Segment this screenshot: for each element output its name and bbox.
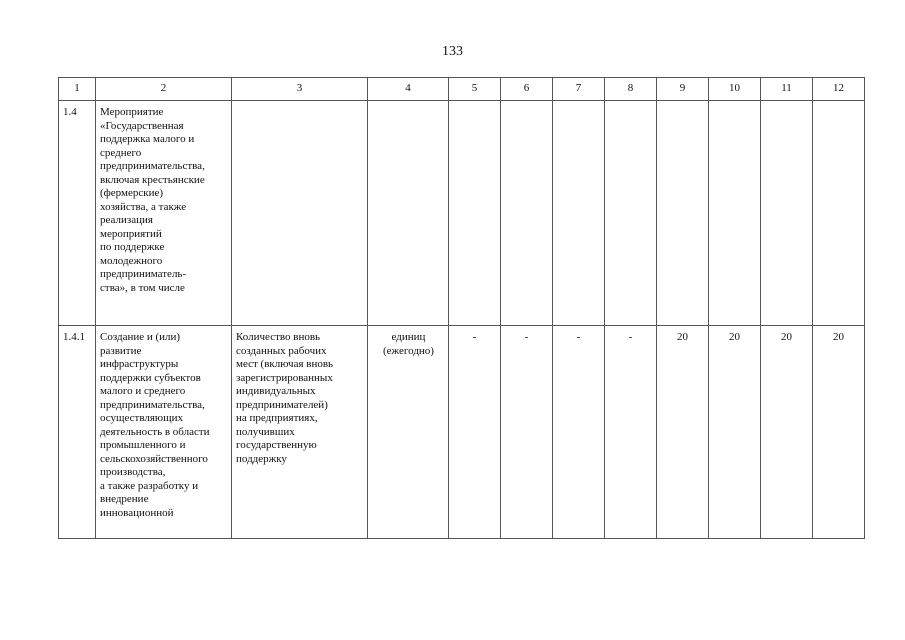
column-header: 5 [449,78,501,101]
row-number: 1.4.1 [63,331,85,343]
unit-cell [368,101,449,326]
measure-name: Создание и (или) развитие инфраструктуры поддержки субъектов малого и среднего предпринимательства, осуществляющих деятельность в области промышленного и сельскохозяйственного производства, а также разработку и внедрение инновационной [100,331,210,519]
value: - [576,331,581,343]
value [553,101,604,106]
value: 20 [729,331,740,343]
name-cell [96,326,232,539]
column-header: 8 [605,78,657,101]
unit-text: единиц (ежегодно) [383,331,434,357]
value [761,101,812,106]
value-cell [605,326,657,539]
column-header: 12 [813,78,865,101]
value: - [524,331,529,343]
column-header: 11 [761,78,813,101]
value: - [472,331,477,343]
indicator-cell [232,326,368,539]
value [813,101,864,106]
value-cell [709,326,761,539]
unit-cell [368,326,449,539]
value [501,101,552,106]
value: - [628,331,633,343]
indicator-text: Количество вновь созданных рабочих мест (включая вновь зарегистрированных индивидуальных предпринимателей) на предприятиях, получивших государственную поддержку [236,331,334,465]
value [605,101,656,106]
column-header: 6 [501,78,553,101]
row-number-cell [59,326,96,539]
value: 20 [833,331,844,343]
unit-text [368,101,448,109]
indicator-cell [232,101,368,326]
value-cell [449,326,501,539]
value: 20 [677,331,688,343]
page-number: 133 [442,44,463,59]
data-table [58,77,865,539]
value-cell [761,101,813,326]
value-cell [553,326,605,539]
value: 20 [781,331,792,343]
value-cell [553,101,605,326]
value-cell [813,326,865,539]
column-header: 3 [232,78,368,101]
column-header: 1 [59,78,96,101]
column-header: 2 [96,78,232,101]
column-header: 9 [657,78,709,101]
value-cell [657,101,709,326]
indicator-text [232,101,367,109]
name-cell [96,101,232,326]
value-cell [761,326,813,539]
column-header: 10 [709,78,761,101]
table-row [59,101,865,326]
value-cell [709,101,761,326]
table-row [59,326,865,539]
value-cell [449,101,501,326]
column-header: 7 [553,78,605,101]
value-cell [501,101,553,326]
value-cell [813,101,865,326]
measure-name: Мероприятие «Государственная поддержка малого и среднего предпринимательства, включая крестьянские (фермерские) хозяйства, а также реализация мероприятий по поддержке молодежного предприниматель- ства», в том числе [100,106,205,294]
value [449,101,500,106]
value-cell [501,326,553,539]
header-row [59,78,865,101]
row-number: 1.4 [63,106,77,118]
value-cell [657,326,709,539]
value [709,101,760,106]
value-cell [605,101,657,326]
row-number-cell [59,101,96,326]
value [657,101,708,106]
column-header: 4 [368,78,449,101]
